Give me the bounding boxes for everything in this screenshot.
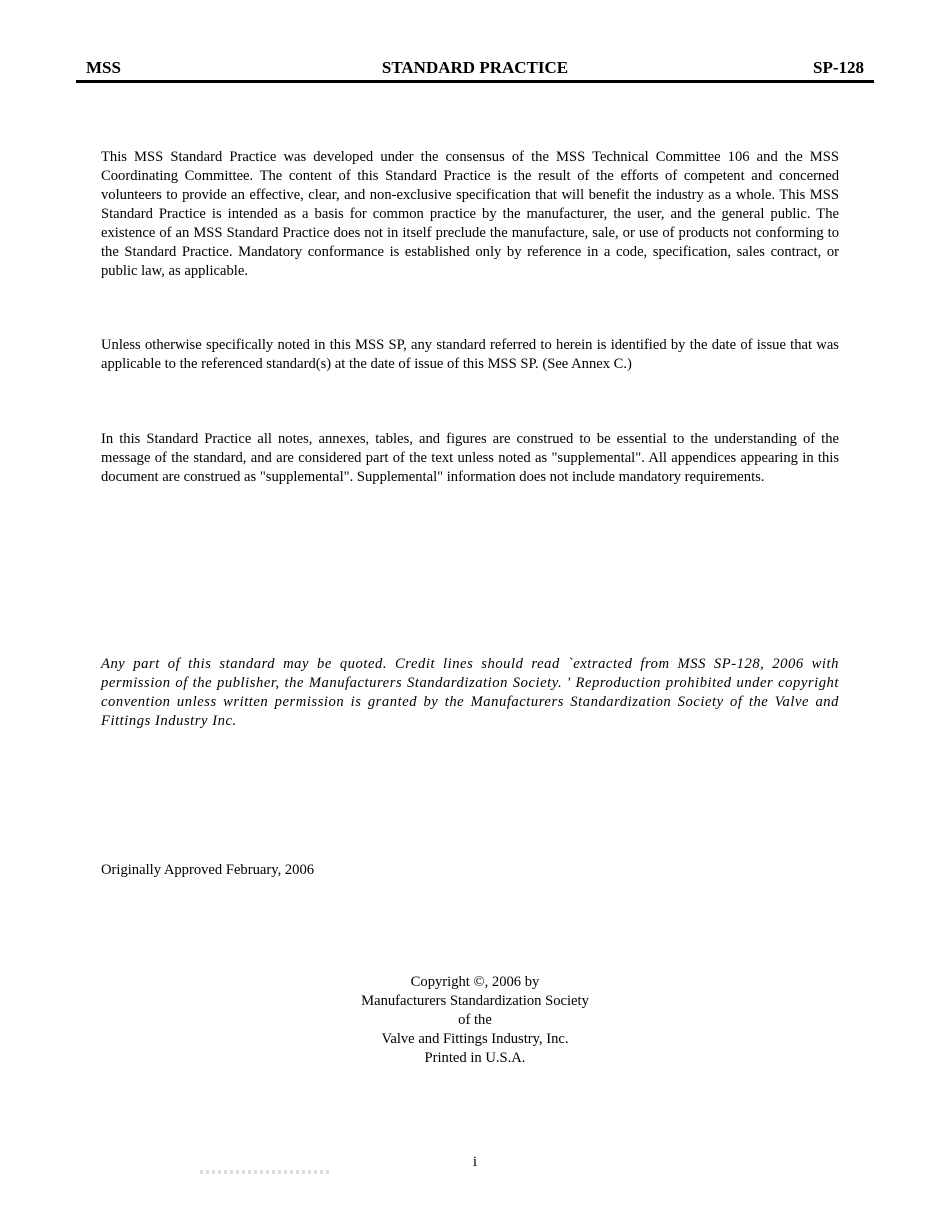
- page-header: [76, 56, 874, 83]
- copyright-line: Copyright ©, 2006 by: [410, 974, 540, 990]
- copyright-organization: Manufacturers Standardization Society: [361, 993, 589, 1009]
- copyright-industry: Valve and Fittings Industry, Inc.: [381, 1031, 569, 1047]
- referenced-standards-paragraph: Unless otherwise specifically noted in this MSS SP, any standard referred to herein is identified by the date of issue that was applicable to the referenced standard(s) at the date of issue of this MSS SP. (See Annex C.): [101, 337, 839, 372]
- page-number: i: [472, 1154, 478, 1170]
- quotation-permission-paragraph: Any part of this standard may be quoted. Credit lines should read `extracted from MSS SP-128, 2006 with permission of the publisher, the Manufacturers Standardization Society. ' Reproduction prohibited under copyright convention unless written permission is granted by the Manufacturers Standardization Society of the Valve and Fittings Industry Inc.: [101, 656, 839, 729]
- copyright-of-the: of the: [458, 1012, 492, 1028]
- copyright-printed: Printed in U.S.A.: [424, 1050, 526, 1066]
- header-document-number: SP-128: [813, 58, 864, 77]
- header-org-abbrev: MSS: [86, 58, 121, 77]
- approval-date: Originally Approved February, 2006: [101, 862, 315, 878]
- copyright-block: [0, 973, 950, 1068]
- scan-artifact: [200, 1170, 330, 1174]
- header-document-type: STANDARD PRACTICE: [381, 58, 569, 77]
- consensus-paragraph: This MSS Standard Practice was developed under the consensus of the MSS Technical Committee 106 and the MSS Coordinating Committee. The content of this Standard Practice is the result of the efforts of competent and concerned volunteers to provide an effective, clear, and non-exclusive specification that will benefit the industry as a whole. This MSS Standard Practice is intended as a basis for common practice by the manufacturer, the user, and the general public. The existence of an MSS Standard Practice does not in itself preclude the manufacture, sale, or use of products not conforming to the Standard Practice. Mandatory conformance is established only by reference in a code, specification, sales contract, or public law, as applicable.: [101, 149, 839, 279]
- supplemental-paragraph: In this Standard Practice all notes, annexes, tables, and figures are construed to be essential to the understanding of the message of the standard, and are considered part of the text unless noted as "supplemental". All appendices appearing in this document are construed as "supplemental". Supplemental" information does not include mandatory requirements.: [101, 431, 839, 485]
